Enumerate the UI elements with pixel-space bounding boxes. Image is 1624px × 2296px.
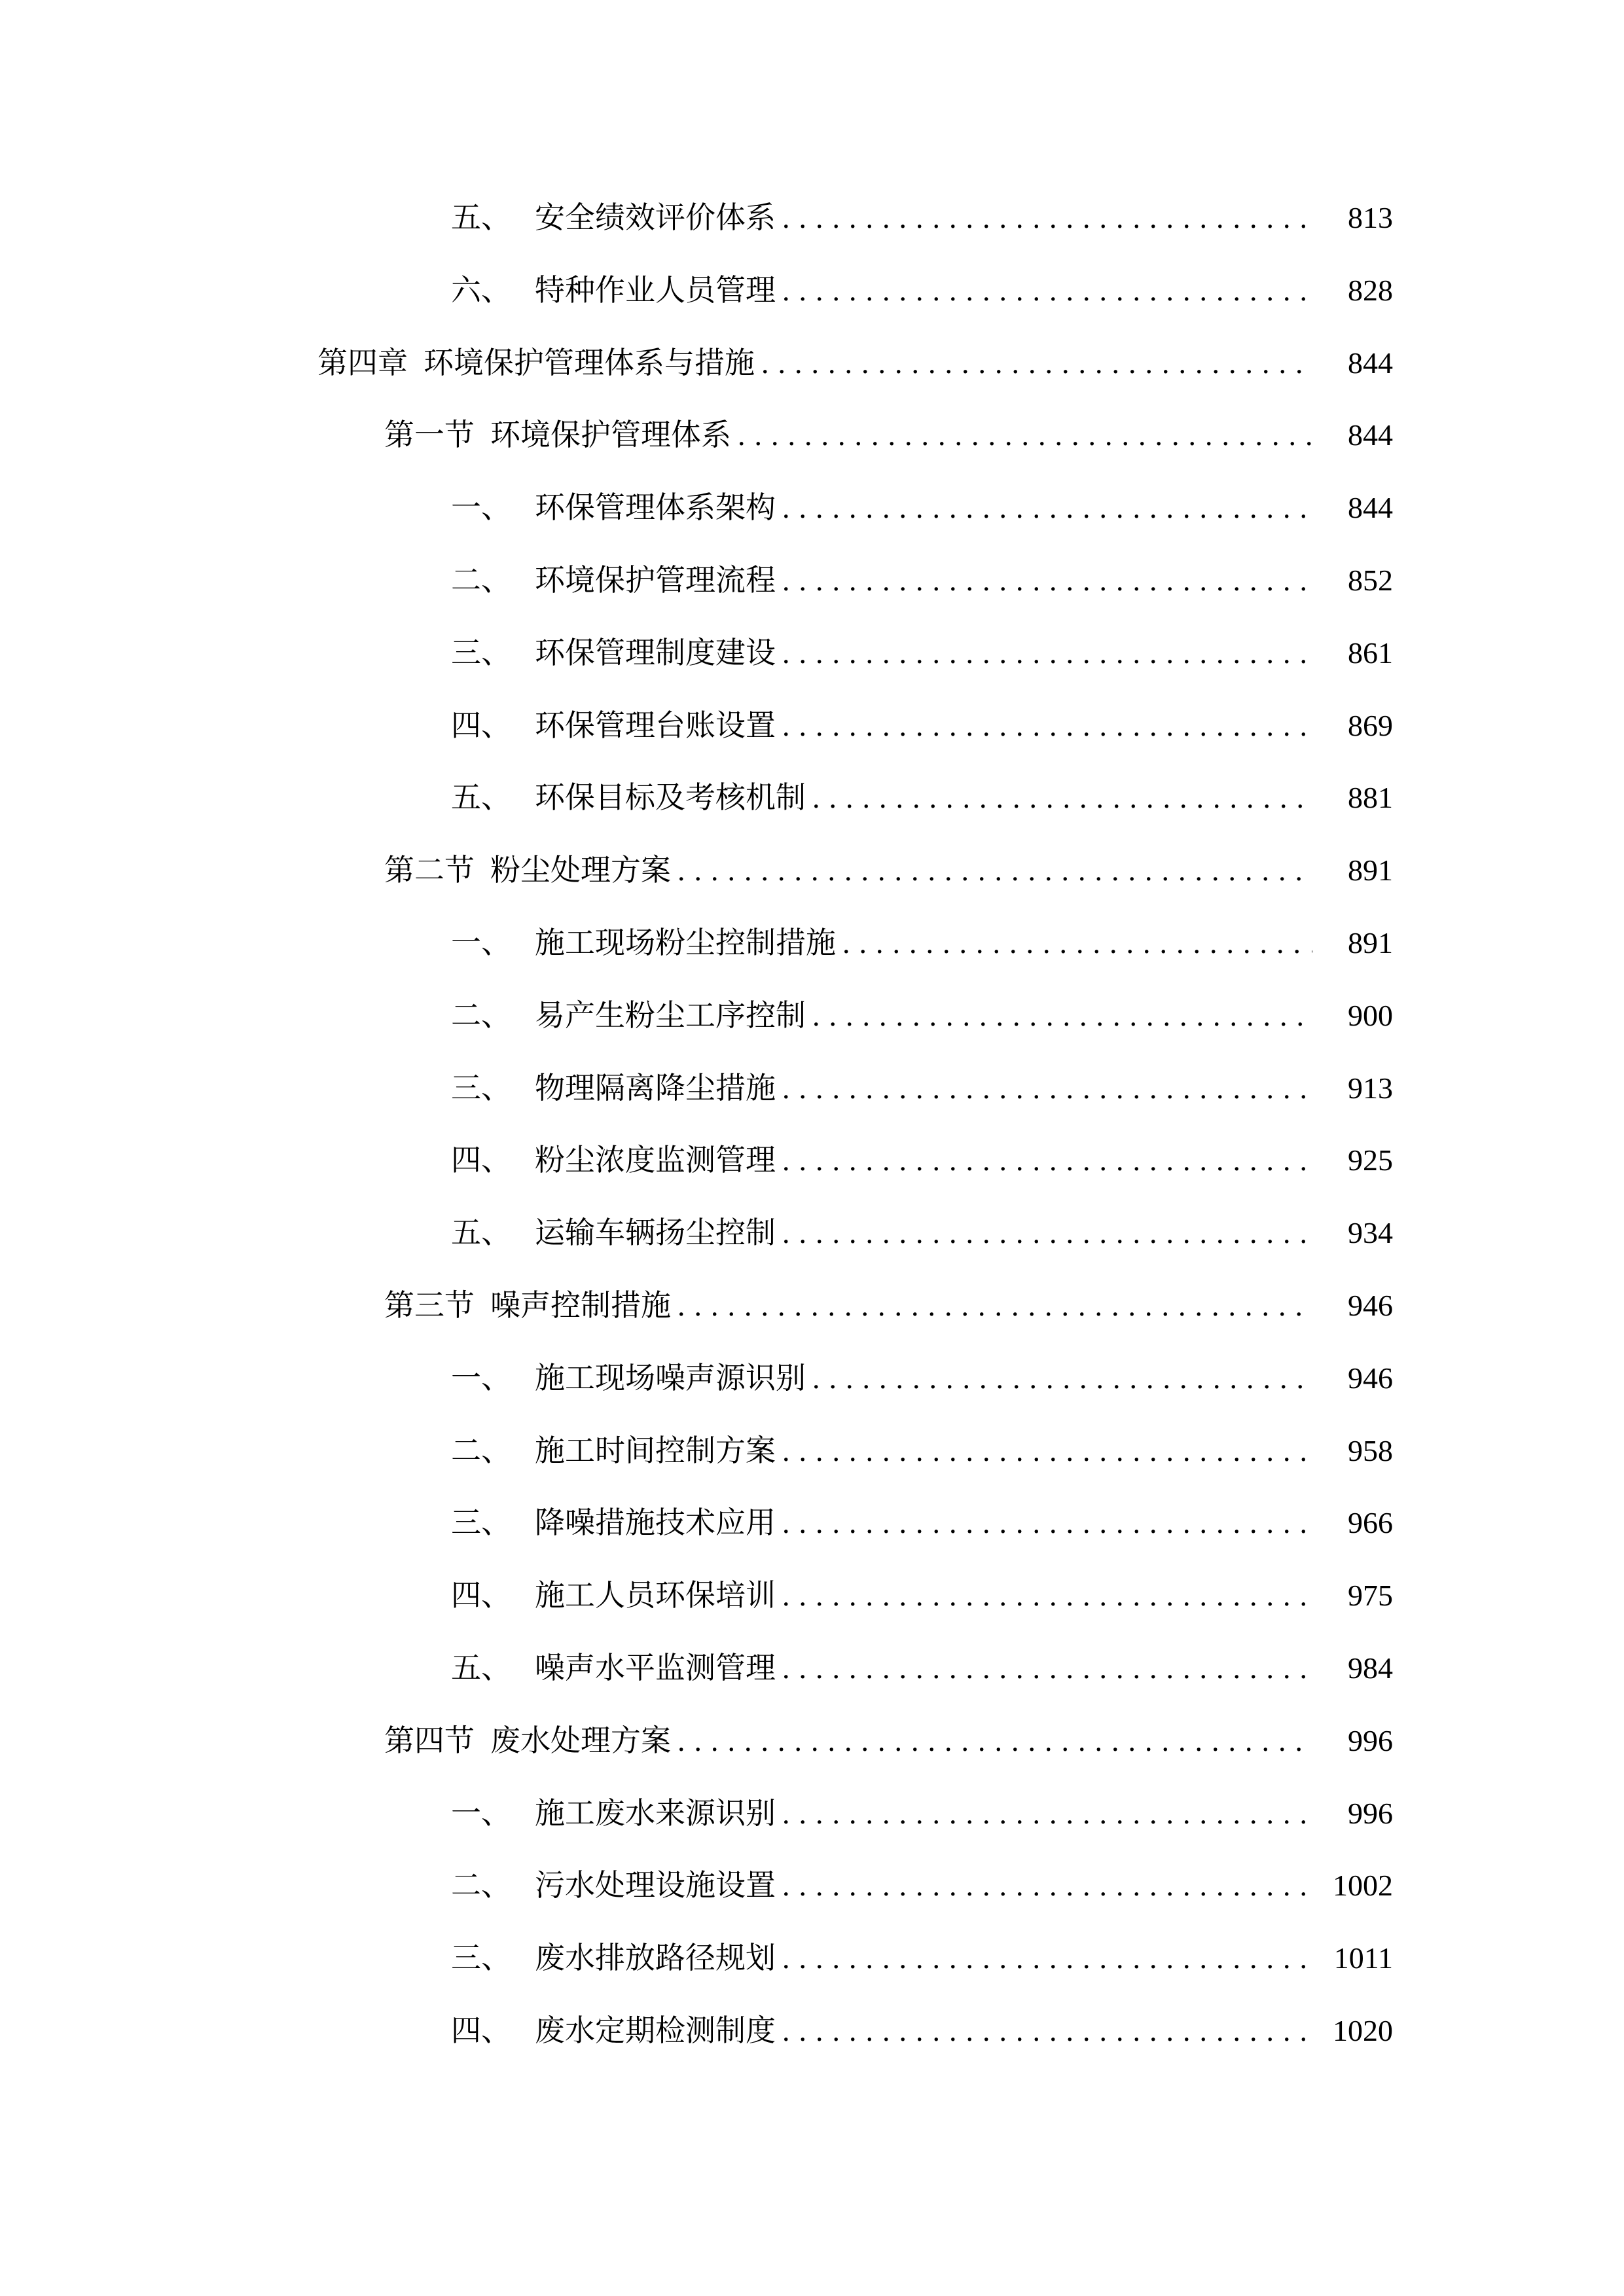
toc-entry-title: 特种作业人员管理 <box>535 273 776 307</box>
toc-leader-dots <box>738 399 1312 472</box>
toc-leader-dots <box>812 1342 1312 1415</box>
toc-entry-title: 噪声控制措施 <box>490 1288 671 1322</box>
toc-leader-dots <box>782 1197 1312 1270</box>
toc-entry[interactable] <box>317 255 1393 327</box>
toc-entry-page: 900 <box>1348 998 1393 1032</box>
toc-leader-dots <box>677 1270 1312 1342</box>
toc-entry-page: 925 <box>1348 1143 1393 1177</box>
toc-entry-page: 844 <box>1348 346 1393 380</box>
toc-entry-number: 二、 <box>451 998 511 1032</box>
toc-entry-title: 施工人员环保培训 <box>535 1579 776 1613</box>
toc-entry-number: 四、 <box>451 2013 511 2047</box>
toc-entry[interactable] <box>317 399 1393 472</box>
toc-entry-page: 966 <box>1348 1506 1393 1540</box>
toc-entry-page: 891 <box>1348 925 1393 960</box>
toc-leader-dots <box>761 327 1312 400</box>
toc-leader-dots <box>782 255 1312 327</box>
toc-entry-number: 四、 <box>451 1143 511 1177</box>
toc-leader-dots <box>782 690 1312 762</box>
toc-entry-number: 四、 <box>451 1579 511 1613</box>
toc-entry-number: 三、 <box>451 1506 511 1540</box>
toc-entry-number: 二、 <box>451 1869 511 1903</box>
toc-entry-title: 环境保护管理流程 <box>535 563 776 597</box>
toc-entry[interactable] <box>317 1705 1393 1778</box>
toc-entry[interactable] <box>317 617 1393 690</box>
toc-leader-dots <box>812 762 1312 834</box>
toc-entry[interactable] <box>317 907 1393 980</box>
toc-entry-title: 环境保护管理体系与措施 <box>424 346 755 380</box>
toc-entry-page: 958 <box>1348 1433 1393 1467</box>
toc-entry-title: 环境保护管理体系 <box>490 418 731 452</box>
toc-entry-title: 安全绩效评价体系 <box>535 201 776 234</box>
toc-entry[interactable] <box>317 472 1393 545</box>
toc-leader-dots <box>677 1705 1312 1778</box>
toc-entry-page: 996 <box>1348 1723 1393 1757</box>
toc-entry-page: 891 <box>1348 853 1393 888</box>
toc-entry-page: 844 <box>1348 418 1393 452</box>
toc-entry-number: 三、 <box>451 1941 511 1975</box>
toc-entry-title: 降噪措施技术应用 <box>535 1506 776 1540</box>
toc-leader-dots <box>782 1560 1312 1632</box>
toc-entry[interactable] <box>317 1342 1393 1415</box>
toc-entry-number: 一、 <box>451 1361 511 1395</box>
toc-entry-title: 物理隔离降尘措施 <box>535 1071 776 1105</box>
toc-entry[interactable] <box>317 834 1393 907</box>
toc-entry-title: 环保管理制度建设 <box>535 636 776 670</box>
toc-entry-number: 第四节 <box>384 1723 475 1757</box>
toc-entry-title: 废水处理方案 <box>490 1723 671 1757</box>
toc-entry-title: 废水定期检测制度 <box>535 2013 776 2047</box>
toc-leader-dots <box>782 1415 1312 1488</box>
toc-entry[interactable] <box>317 1270 1393 1342</box>
toc-entry[interactable] <box>317 690 1393 762</box>
toc-entry-number: 第三节 <box>384 1288 475 1322</box>
toc-entry-page: 1011 <box>1333 1941 1393 1975</box>
toc-entry-page: 881 <box>1348 781 1393 815</box>
toc-leader-dots <box>677 834 1312 907</box>
toc-leader-dots <box>812 980 1312 1052</box>
toc-entry-number: 五、 <box>451 201 511 234</box>
toc-entry[interactable] <box>317 980 1393 1052</box>
toc-entry-number: 第四章 <box>317 346 408 380</box>
toc-entry[interactable] <box>317 1415 1393 1488</box>
toc-entry-title: 粉尘浓度监测管理 <box>535 1143 776 1177</box>
toc-entry-title: 施工时间控制方案 <box>535 1433 776 1467</box>
toc-entry-page: 828 <box>1348 273 1393 307</box>
toc-leader-dots <box>782 1487 1312 1560</box>
toc-entry-number: 五、 <box>451 781 511 815</box>
toc-entry[interactable] <box>317 1995 1393 2068</box>
toc-entry-title: 施工废水来源识别 <box>535 1796 776 1830</box>
toc-entry[interactable] <box>317 1052 1393 1125</box>
toc-entry-page: 984 <box>1348 1651 1393 1685</box>
toc-entry-title: 施工现场粉尘控制措施 <box>535 925 836 960</box>
toc-entry[interactable] <box>317 1197 1393 1270</box>
toc-entry-page: 946 <box>1348 1361 1393 1395</box>
toc-entry-number: 二、 <box>451 563 511 597</box>
toc-entry[interactable] <box>317 545 1393 617</box>
toc-leader-dots <box>782 1778 1312 1850</box>
toc-entry-number: 一、 <box>451 491 511 525</box>
toc-entry-title: 粉尘处理方案 <box>490 853 671 888</box>
toc-entry[interactable] <box>317 1778 1393 1850</box>
toc-entry-title: 环保管理台账设置 <box>535 708 776 742</box>
toc-entry[interactable] <box>317 1487 1393 1560</box>
toc-leader-dots <box>842 907 1312 980</box>
toc-entry-title: 施工现场噪声源识别 <box>535 1361 806 1395</box>
toc-entry-number: 二、 <box>451 1433 511 1467</box>
toc-entry-page: 844 <box>1348 491 1393 525</box>
toc-entry[interactable] <box>317 762 1393 834</box>
toc-entry-number: 一、 <box>451 925 511 960</box>
toc-entry-title: 环保目标及考核机制 <box>535 781 806 815</box>
toc-leader-dots <box>782 617 1312 690</box>
toc-entry-title: 环保管理体系架构 <box>535 491 776 525</box>
toc-entry[interactable] <box>317 1560 1393 1632</box>
toc-entry-title: 运输车辆扬尘控制 <box>535 1216 776 1250</box>
toc-entry[interactable] <box>317 1922 1393 1995</box>
toc-entry-page: 1002 <box>1333 1869 1393 1903</box>
toc-entry-number: 五、 <box>451 1216 511 1250</box>
toc-leader-dots <box>782 1995 1312 2068</box>
toc-entry-title: 污水处理设施设置 <box>535 1869 776 1903</box>
toc-entry-title: 噪声水平监测管理 <box>535 1651 776 1685</box>
toc-entry-page: 934 <box>1348 1216 1393 1250</box>
toc-leader-dots <box>782 1052 1312 1125</box>
toc-list <box>317 182 1393 2068</box>
toc-entry[interactable] <box>317 1632 1393 1705</box>
toc-entry-page: 975 <box>1348 1579 1393 1613</box>
toc-entry-page: 861 <box>1348 636 1393 670</box>
toc-entry-page: 913 <box>1348 1071 1393 1105</box>
toc-entry-title: 废水排放路径规划 <box>535 1941 776 1975</box>
toc-entry-page: 869 <box>1348 708 1393 742</box>
toc-entry[interactable] <box>317 182 1393 255</box>
toc-entry-number: 第一节 <box>384 418 475 452</box>
toc-entry-number: 第二节 <box>384 853 475 888</box>
toc-leader-dots <box>782 182 1312 255</box>
toc-entry-number: 三、 <box>451 1071 511 1105</box>
toc-entry-number: 三、 <box>451 636 511 670</box>
toc-leader-dots <box>782 545 1312 617</box>
toc-entry-number: 五、 <box>451 1651 511 1685</box>
toc-entry-number: 四、 <box>451 708 511 742</box>
toc-entry-number: 六、 <box>451 273 511 307</box>
toc-entry[interactable] <box>317 1850 1393 1922</box>
toc-entry-page: 946 <box>1348 1288 1393 1322</box>
toc-leader-dots <box>782 1922 1312 1995</box>
toc-entry-title: 易产生粉尘工序控制 <box>535 998 806 1032</box>
toc-entry-number: 一、 <box>451 1796 511 1830</box>
toc-leader-dots <box>782 1124 1312 1197</box>
toc-entry-page: 852 <box>1348 563 1393 597</box>
toc-entry-page: 813 <box>1348 201 1393 234</box>
toc-leader-dots <box>782 1632 1312 1705</box>
toc-leader-dots <box>782 472 1312 545</box>
toc-entry-page: 1020 <box>1333 2013 1393 2047</box>
toc-entry-page: 996 <box>1348 1796 1393 1830</box>
toc-leader-dots <box>782 1850 1312 1922</box>
toc-entry[interactable] <box>317 327 1393 400</box>
toc-entry[interactable] <box>317 1124 1393 1197</box>
